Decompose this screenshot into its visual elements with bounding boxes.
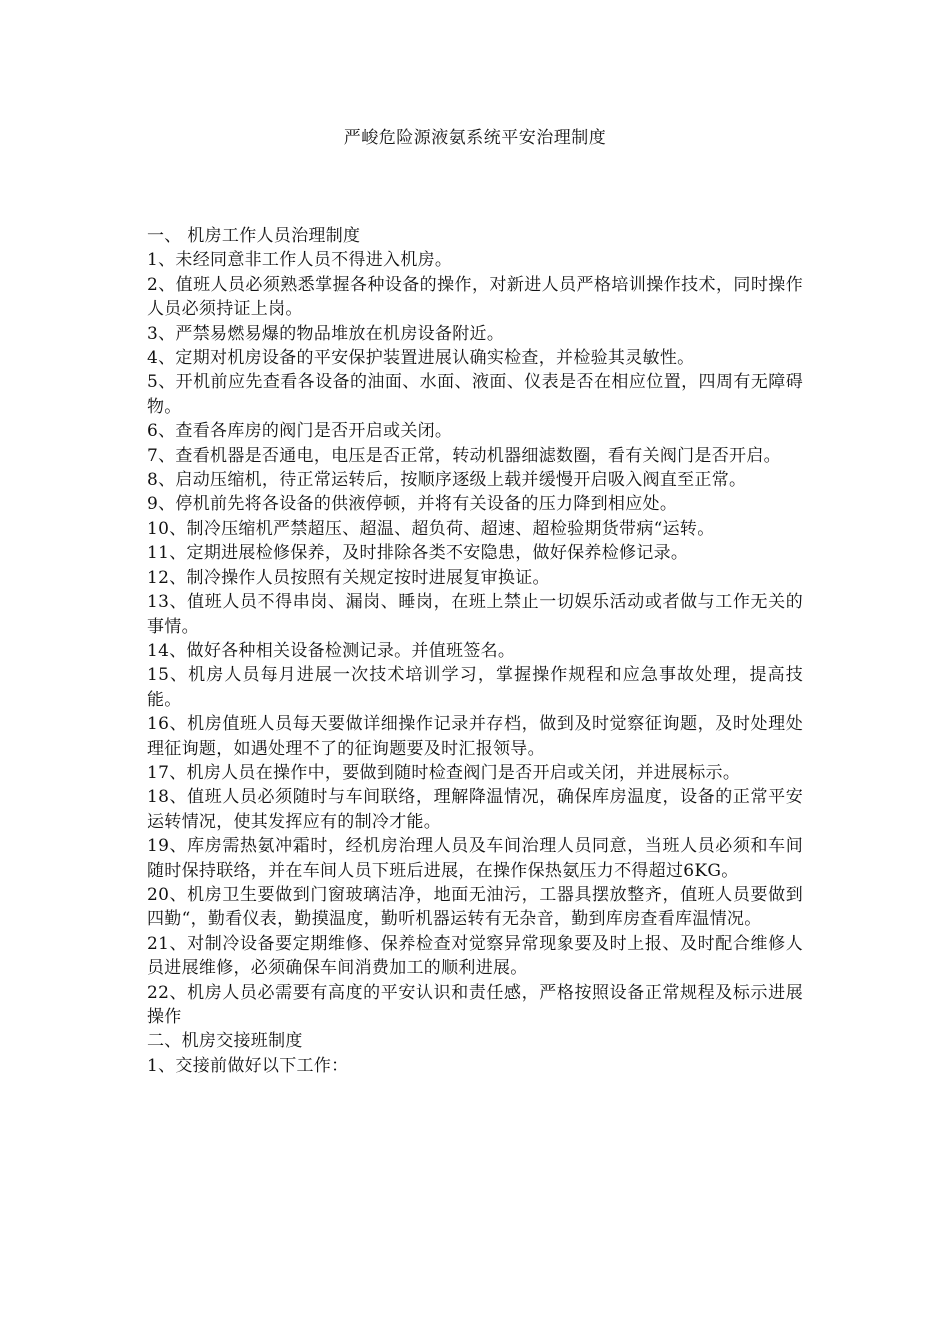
rule-item: 2、值班人员必须熟悉掌握各种设备的操作，对新进人员严格培训操作技术，同时操作人员必须持证上岗。 (147, 274, 803, 320)
rule-item: 21、对制冷设备要定期维修、保养检查对觉察异常现象要及时上报、及时配合维修人员进展维修，必须确保车间消费加工的顺利进展。 (147, 933, 803, 979)
section-heading-machine-room-staff: 一、 机房工作人员治理制度 (147, 226, 361, 246)
rule-item: 4、定期对机房设备的平安保护装置进展认确实检查，并检验其灵敏性。 (147, 348, 695, 369)
rule-item: 7、查看机器是否通电，电压是否正常，转动机器细滤数圈，看有关阀门是否开启。 (147, 445, 781, 466)
rule-item: 14、做好各种相关设备检测记录。并值班签名。 (147, 640, 516, 661)
rule-item: 11、定期进展检修保养，及时排除各类不安隐患，做好保养检修记录。 (147, 543, 689, 564)
rule-item: 1、交接前做好以下工作： (147, 1055, 349, 1076)
rule-item: 18、值班人员必须随时与车间联络，理解降温情况，确保库房温度，设备的正常平安运转情况，使其发挥应有的制冷才能。 (147, 787, 803, 832)
rule-item: 8、启动压缩机，待正常运转后，按顺序逐级上载并缓慢开启吸入阀直至正常。 (147, 470, 747, 491)
document-title: 严峻危险源液氨系统平安治理制度 (343, 128, 607, 148)
rule-item: 13、值班人员不得串岗、漏岗、睡岗，在班上禁止一切娱乐活动或者做与工作无关的事情。 (147, 592, 803, 637)
rule-item: 20、机房卫生要做到门窗玻璃洁净，地面无油污，工器具摆放整齐，值班人员要做到四勤“，勤看仪表，勤摸温度，勤听机器运转有无杂音，勤到库房查看库温情况。 (147, 884, 803, 930)
document-body (147, 224, 803, 1078)
rule-item: 19、库房需热氨冲霜时，经机房治理人员及车间治理人员同意，当班人员必须和车间随时保持联络，并在车间人员下班后进展，在操作保热氨压力不得超过6KG。 (147, 836, 803, 881)
rule-item: 10、制冷压缩机严禁超压、超温、超负荷、超速、超检验期货带病“运转。 (147, 518, 715, 539)
rule-item: 22、机房人员必需要有高度的平安认识和责任感，严格按照设备正常规程及标示进展操作 (147, 982, 803, 1027)
rule-item: 15、机房人员每月进展一次技术培训学习，掌握操作规程和应急事故处理，提高技能。 (147, 665, 803, 710)
rule-item: 1、未经同意非工作人员不得进入机房。 (147, 250, 453, 271)
rule-item: 16、机房值班人员每天要做详细操作记录并存档，做到及时觉察征询题，及时处理处理征询题，如遇处理不了的征询题要及时汇报领导。 (147, 714, 803, 759)
rule-item: 12、制冷操作人员按照有关规定按时进展复审换证。 (147, 567, 550, 588)
rule-item: 17、机房人员在操作中，要做到随时检查阀门是否开启或关闭，并进展标示。 (147, 762, 741, 783)
section-heading-shift-handover: 二、机房交接班制度 (147, 1031, 303, 1052)
rule-item: 3、严禁易燃易爆的物品堆放在机房设备附近。 (147, 323, 505, 344)
rule-item: 9、停机前先将各设备的供液停顿，并将有关设备的压力降到相应处。 (147, 494, 678, 515)
rule-item: 6、查看各库房的阀门是否开启或关闭。 (147, 421, 453, 442)
rule-item: 5、开机前应先查看各设备的油面、水面、液面、仪表是否在相应位置，四周有无障碍物。 (147, 372, 803, 417)
